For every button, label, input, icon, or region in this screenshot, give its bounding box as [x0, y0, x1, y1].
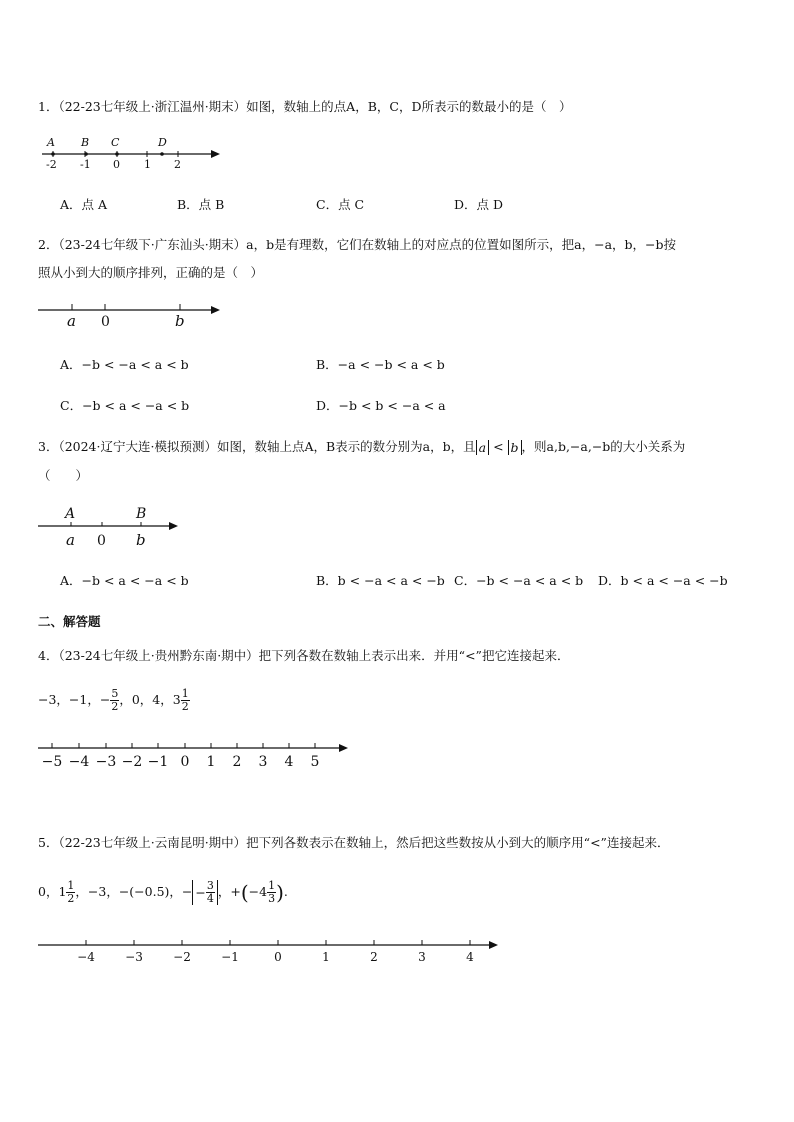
q2-axis-label-a: a [67, 312, 76, 330]
q2-axis-label-b: b [175, 312, 185, 330]
q3-abs-a: a [476, 440, 489, 455]
q1-point-a-label: A [47, 136, 55, 149]
q2-option-a: A．−b < −a < a < b [60, 357, 189, 372]
q5-tick-label: −1 [221, 950, 239, 964]
q3-option-d: D．b < a < −a < −b [598, 573, 728, 588]
q2-stem-line1: 2．（23-24七年级下·广东汕头·期末）a，b是有理数，它们在数轴上的对应点的位置如图所示，把a，−a，b，−b按 [38, 237, 676, 252]
q4-fraction-1: $\frac{5}{2}$ [111, 687, 119, 713]
q4-tick-label: −3 [95, 754, 117, 770]
q5-numbers: 0，1 $\frac{1}{2}$ ，−3，−(−0.5)，− − $\frac{3}{4}$ ，+(−4 $\frac{1}{3}$ ). [38, 879, 288, 905]
q5-numbers-part4: −4 [248, 884, 268, 899]
q4-tick-label: 5 [310, 754, 320, 770]
q5-numbers-part1: 0，1 [38, 884, 67, 899]
q1-option-d: D．点 D [454, 197, 504, 212]
q4-tick-label: 0 [180, 754, 190, 770]
q3-number-line [36, 502, 186, 552]
q3-point-b-label: B [136, 506, 147, 522]
q4-tick-label: −1 [147, 754, 169, 770]
q5-numbers-part2: ，−3，−(−0.5)，− [75, 884, 193, 899]
q1-tick-label: 2 [174, 158, 181, 171]
q3-lt: < [489, 439, 508, 454]
q4-tick-label: 3 [258, 754, 268, 770]
q5-numbers-part5: . [283, 884, 288, 899]
q3-stem-line2: （ ） [38, 468, 89, 483]
q4-numbers-part1: −3，−1，− [38, 692, 111, 707]
q5-numbers-part3: ，+ [217, 884, 241, 899]
q3-point-a-label: A [65, 506, 76, 522]
q5-tick-label: 2 [370, 950, 378, 964]
q4-number-line [36, 740, 356, 772]
q2-number-line [36, 298, 236, 334]
q1-number-line [36, 132, 226, 172]
q5-tick-label: −3 [125, 950, 143, 964]
q4-tick-label: −5 [41, 754, 63, 770]
q3-stem-line1 [38, 437, 685, 455]
q5-fraction-2: $\frac{3}{4}$ [206, 879, 214, 905]
q1-tick-label: 0 [113, 158, 120, 171]
q5-tick-label: −4 [77, 950, 95, 964]
q1-tick-label: -1 [80, 158, 91, 171]
q4-tick-label: −2 [121, 754, 143, 770]
q2-option-b: B．−a < −b < a < b [316, 357, 445, 372]
q4-stem: 4．（23-24七年级上·贵州黔东南·期中）把下列各数在数轴上表示出来．并用“<”把它连接起来． [38, 648, 570, 663]
q4-tick-label: 1 [206, 754, 216, 770]
q1-point-d-label: D [158, 136, 167, 149]
q3-axis-label-a: a [66, 531, 75, 549]
q3-axis-label-b: b [136, 531, 146, 549]
q1-point-b-label: B [81, 136, 90, 149]
q5-tick-label: 0 [274, 950, 282, 964]
section-title: 二、解答题 [38, 614, 101, 629]
q2-axis-label-zero: 0 [101, 314, 110, 330]
q5-tick-label: 3 [418, 950, 426, 964]
q3-option-a: A．−b < a < −a < b [60, 573, 189, 588]
q5-tick-label: 1 [322, 950, 330, 964]
q5-tick-label: 4 [466, 950, 474, 964]
q3-stem-part1: 3．（2024·辽宁大连·模拟预测）如图，数轴上点A，B表示的数分别为a，b，且 [38, 439, 476, 454]
q5-number-line [36, 937, 506, 969]
q1-tick-label: 1 [144, 158, 151, 171]
q5-tick-label: −2 [173, 950, 191, 964]
q4-fraction-2: $\frac{1}{2}$ [181, 687, 189, 713]
q3-abs-b: b [508, 440, 522, 455]
q5-fraction-1: $\frac{1}{2}$ [67, 879, 75, 905]
q5-stem: 5．（22-23七年级上·云南昆明·期中）把下列各数表示在数轴上，然后把这些数按从小到大的顺序用“<”连接起来． [38, 835, 670, 850]
q4-tick-label: −4 [68, 754, 90, 770]
q4-numbers-part2: ，0，4，3 [119, 692, 181, 707]
q2-option-c: C．−b < a < −a < b [60, 398, 190, 413]
q1-option-c: C．点 C [316, 197, 365, 212]
q3-axis-label-zero: 0 [97, 533, 106, 549]
q4-tick-label: 2 [232, 754, 242, 770]
q5-abs-frac: − $\frac{3}{4}$ [192, 880, 217, 905]
q1-option-b: B．点 B [177, 197, 225, 212]
q4-numbers [38, 688, 190, 713]
q2-stem-line2: 照从小到大的顺序排列，正确的是（ ） [38, 265, 264, 280]
q3-option-c: C．−b < −a < a < b [454, 573, 584, 588]
q3-stem-part2: ，则a,b,−a,−b的大小关系为 [521, 439, 686, 454]
q1-tick-label: -2 [46, 158, 57, 171]
q2-option-d: D．−b < b < −a < a [316, 398, 446, 413]
q3-option-b: B．b < −a < a < −b [316, 573, 445, 588]
q4-tick-label: 4 [284, 754, 294, 770]
q5-fraction-3: $\frac{1}{3}$ [268, 879, 276, 905]
q1-option-a: A．点 A [60, 197, 108, 212]
q1-point-c-label: C [111, 136, 120, 149]
q1-stem: 1．（22-23七年级上·浙江温州·期末）如图，数轴上的点A，B，C，D所表示的数最小的是（ ） [38, 99, 572, 114]
